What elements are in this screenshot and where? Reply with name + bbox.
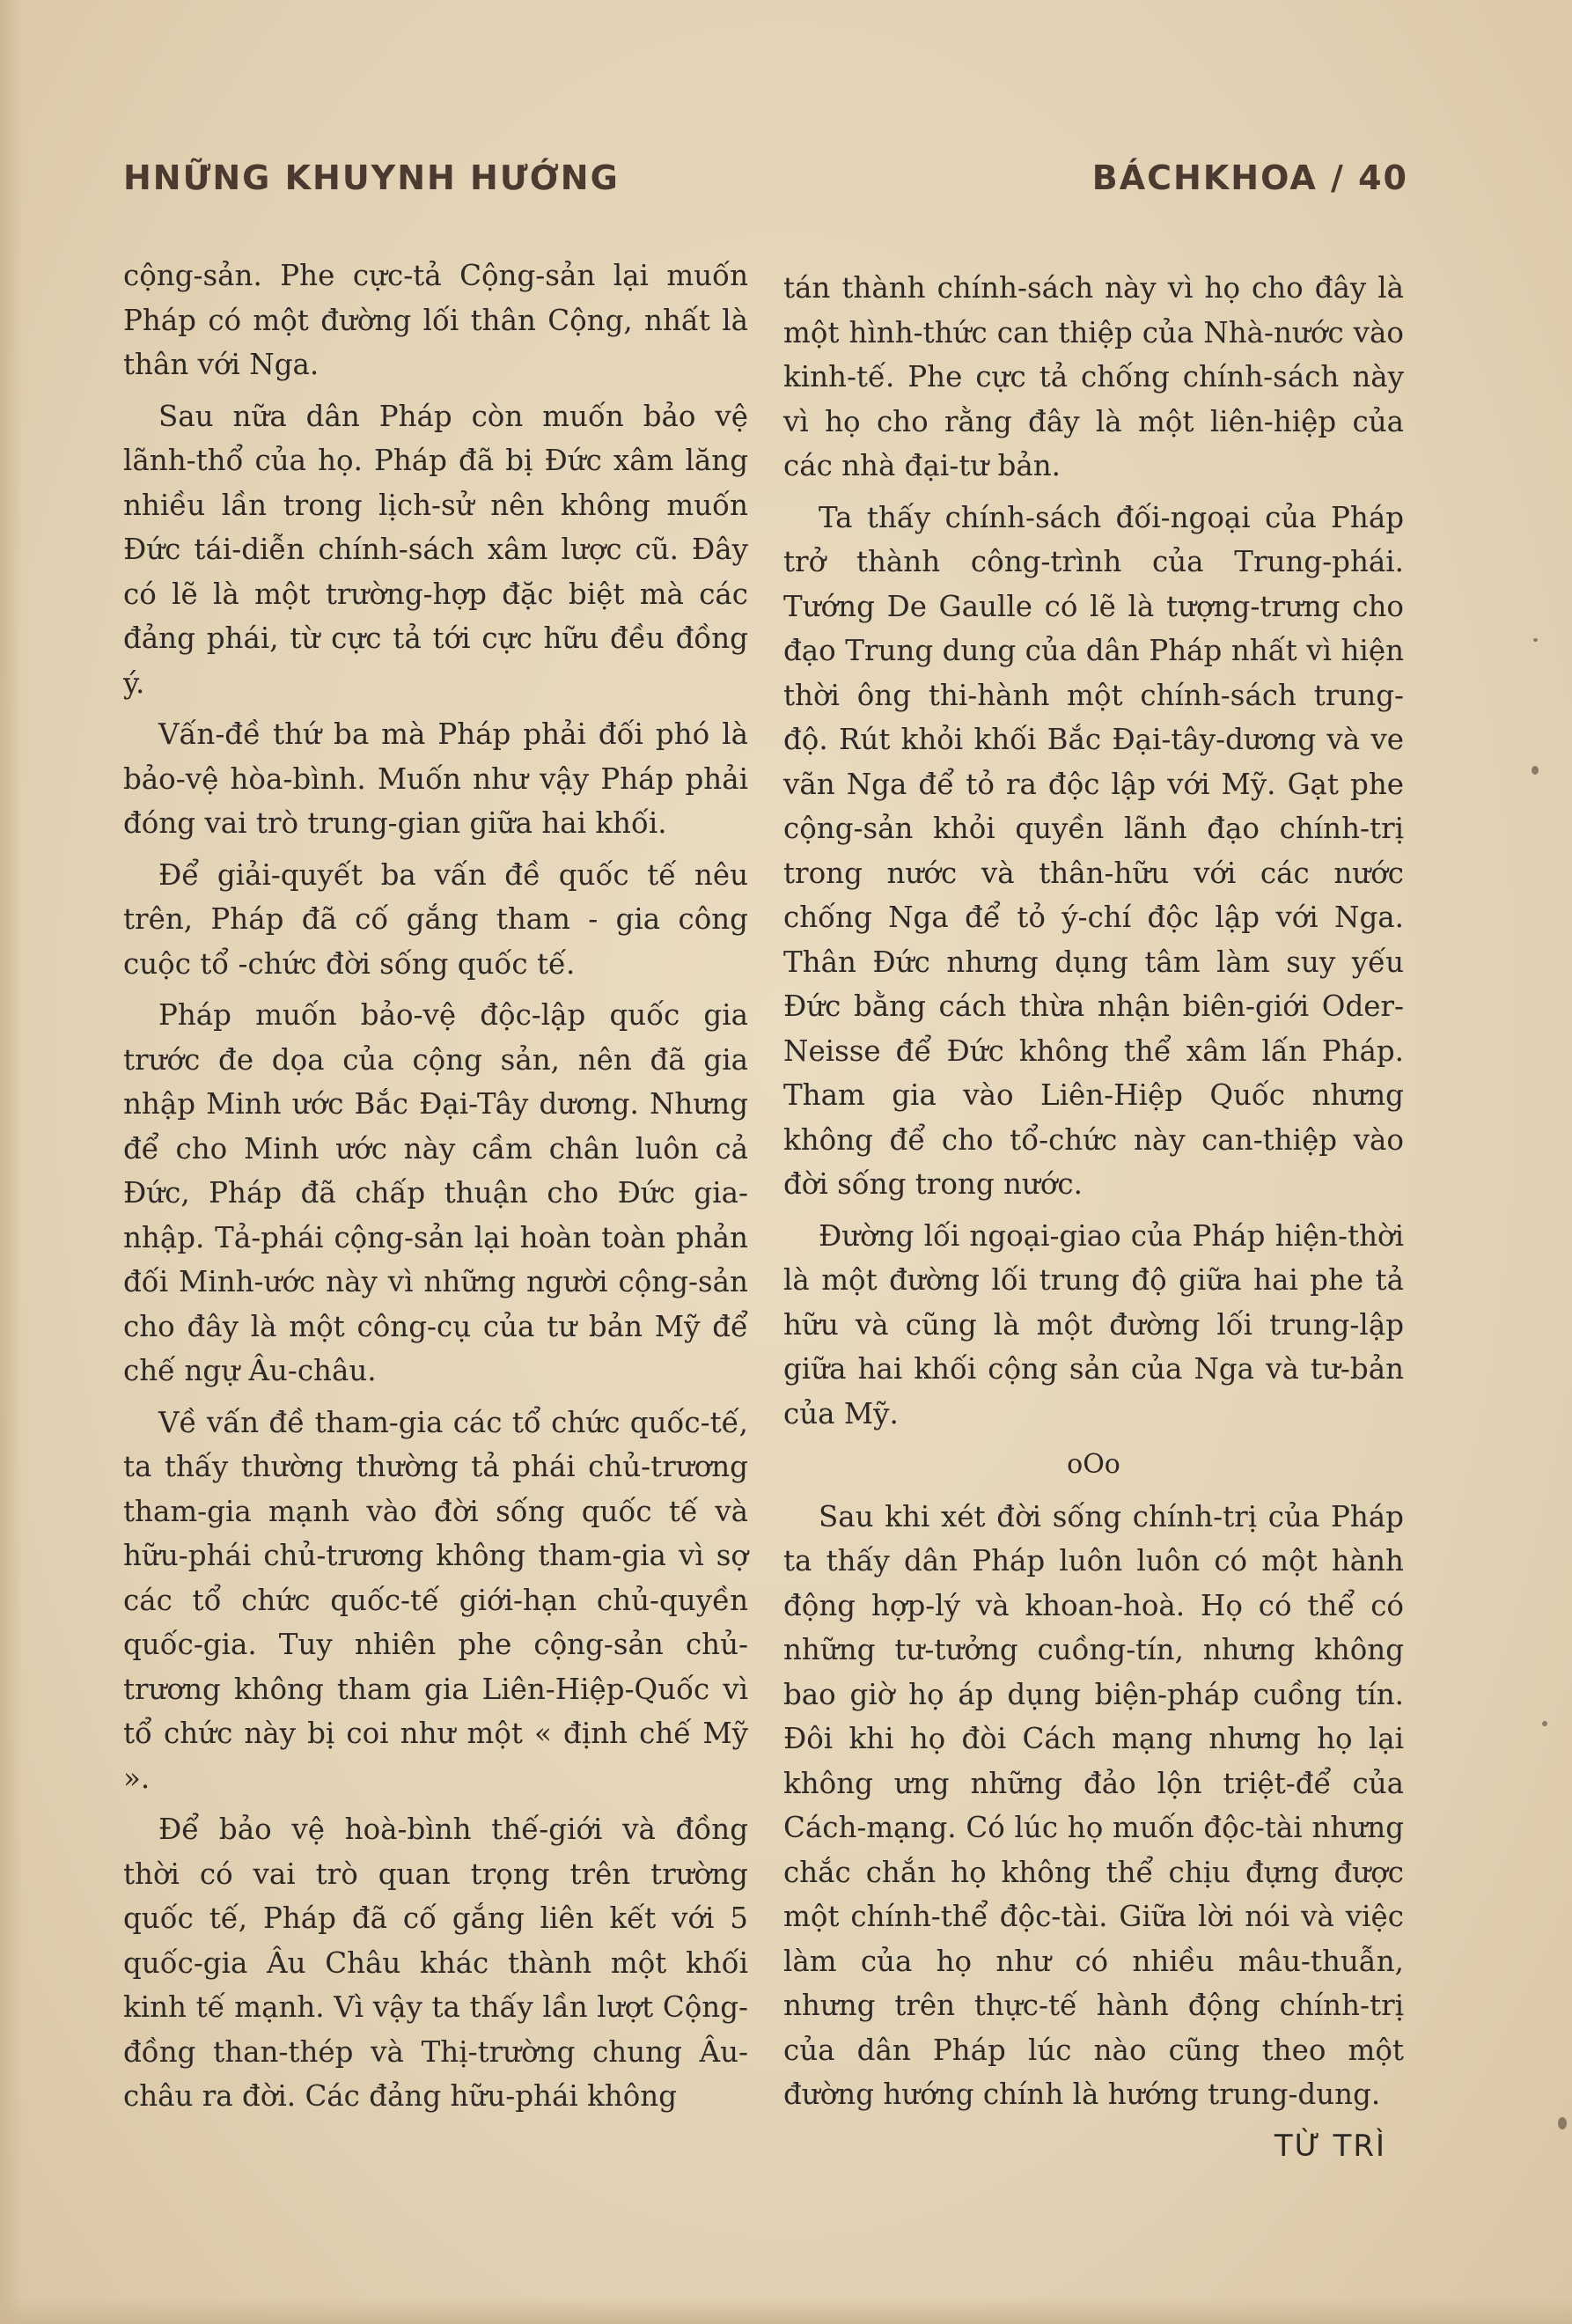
paragraph: Để bảo vệ hoà-bình thế-giới và đồng thời có vai trò quan trọng trên trường quốc tế, Pháp đã cố gắng liên kết với 5 quốc-gia Âu Châu khác thành một khối kinh tế mạnh. Vì vậy ta thấy lần lượt Cộng-đồng than-thép và Thị-trường chung Âu-châu ra đời. Các đảng hữu-phái không: [123, 1813, 748, 2113]
page-edge-shadow-left: [0, 0, 23, 2324]
paper-speck: [1542, 1721, 1547, 1726]
right-column: [783, 266, 1404, 2175]
author-signature: TỪ TRÌ: [1274, 2128, 1386, 2164]
paragraph: Về vấn đề tham-gia các tổ chức quốc-tế, ta thấy thường thường tả phái chủ-trương tham-gia mạnh vào đời sống quốc tế và hữu-phái chủ-trương không tham-gia vì sợ các tổ chức quốc-tế giới-hạn chủ-quyền quốc-gia. Tuy nhiên phe cộng-sản chủ-trương không tham gia Liên-Hiệp-Quốc vì tổ chức này bị coi như một « định chế Mỹ ».: [123, 1405, 748, 1795]
paragraph: Để giải-quyết ba vấn đề quốc tế nêu trên, Pháp đã cố gắng tham - gia công cuộc tổ -chức đời sống quốc tế.: [123, 857, 748, 981]
paragraph: Sau nữa dân Pháp còn muốn bảo vệ lãnh-thổ của họ. Pháp đã bị Đức xâm lăng nhiều lần trong lịch-sử nên không muốn Đức tái-diễn chính-sách xâm lược cũ. Đây có lẽ là một trường-hợp đặc biệt mà các đảng phái, từ cực tả tới cực hữu đều đồng ý.: [123, 399, 748, 700]
page-edge-shadow-bottom: [0, 2298, 1572, 2324]
paper-speck: [1558, 2117, 1567, 2129]
paragraph: Pháp muốn bảo-vệ độc-lập quốc gia trước đe dọa của cộng sản, nên đã gia nhập Minh ước Bắc Đại-Tây dương. Nhưng để cho Minh ước này cầm chân luôn cả Đức, Pháp đã chấp thuận cho Đức gia-nhập. Tả-phái cộng-sản lại hoàn toàn phản đối Minh-ước này vì những người cộng-sản cho đây là một công-cụ của tư bản Mỹ để chế ngự Âu-châu.: [123, 998, 748, 1387]
paragraph: cộng-sản. Phe cực-tả Cộng-sản lại muốn Pháp có một đường lối thân Cộng, nhất là thân với Nga.: [123, 259, 748, 381]
left-column: [123, 254, 748, 2126]
section-separator: oOo: [1067, 1449, 1120, 1480]
paragraph: Sau khi xét đời sống chính-trị của Pháp ta thấy dân Pháp luôn luôn có một hành động hợp-lý và khoan-hoà. Họ có thể có những tư-tưởng cuồng-tín, nhưng không bao giờ họ áp dụng biện-pháp cuồng tín. Đôi khi họ đòi Cách mạng nhưng họ lại không ưng những đảo lộn triệt-để của Cách-mạng. Có lúc họ muốn độc-tài nhưng chắc chắn họ không thể chịu đựng được một chính-thể độc-tài. Giữa lời nói và việc làm của họ như có nhiều mâu-thuẫn, nhưng trên thực-tế hành động chính-trị của dân Pháp lúc nào cũng theo một đường hướng chính là hướng trung-dung.: [783, 1499, 1404, 2111]
running-header: [123, 158, 1408, 211]
paragraph: tán thành chính-sách này vì họ cho đây là một hình-thức can thiệp của Nhà-nước vào kinh-tế. Phe cực tả chống chính-sách này vì họ cho rằng đây là một liên-hiệp của các nhà đại-tư bản.: [783, 271, 1404, 482]
paper-speck: [1532, 766, 1539, 775]
header-section-title: HNỮNG KHUYNH HƯỚNG: [123, 158, 620, 197]
paragraph: Đường lối ngoại-giao của Pháp hiện-thời là một đường lối trung độ giữa hai phe tả hữu và cũng là một đường lối trung-lập giữa hai khối cộng sản của Nga và tư-bản của Mỹ.: [783, 1218, 1404, 1430]
paragraph: Vấn-đề thứ ba mà Pháp phải đối phó là bảo-vệ hòa-bình. Muốn như vậy Pháp phải đóng vai trò trung-gian giữa hai khối.: [123, 717, 748, 840]
paragraph: Ta thấy chính-sách đối-ngoại của Pháp trở thành công-trình của Trung-phái. Tướng De Gaulle có lẽ là tượng-trưng cho đạo Trung dung của dân Pháp nhất vì hiện thời ông thi-hành một chính-sách trung-độ. Rút khỏi khối Bắc Đại-tây-dương và ve vãn Nga để tỏ ra độc lập với Mỹ. Gạt phe cộng-sản khỏi quyền lãnh đạo chính-trị trong nước và thân-hữu với các nước chống Nga để tỏ ý-chí độc lập với Nga. Thân Đức nhưng dụng tâm làm suy yếu Đức bằng cách thừa nhận biên-giới Oder-Neisse để Đức không thể xâm lấn Pháp. Tham gia vào Liên-Hiệp Quốc nhưng không để cho tổ-chức này can-thiệp vào đời sống trong nước.: [783, 500, 1404, 1201]
header-magazine-page: BÁCHKHOA / 40: [1091, 158, 1408, 197]
paper-speck: [1533, 638, 1538, 642]
